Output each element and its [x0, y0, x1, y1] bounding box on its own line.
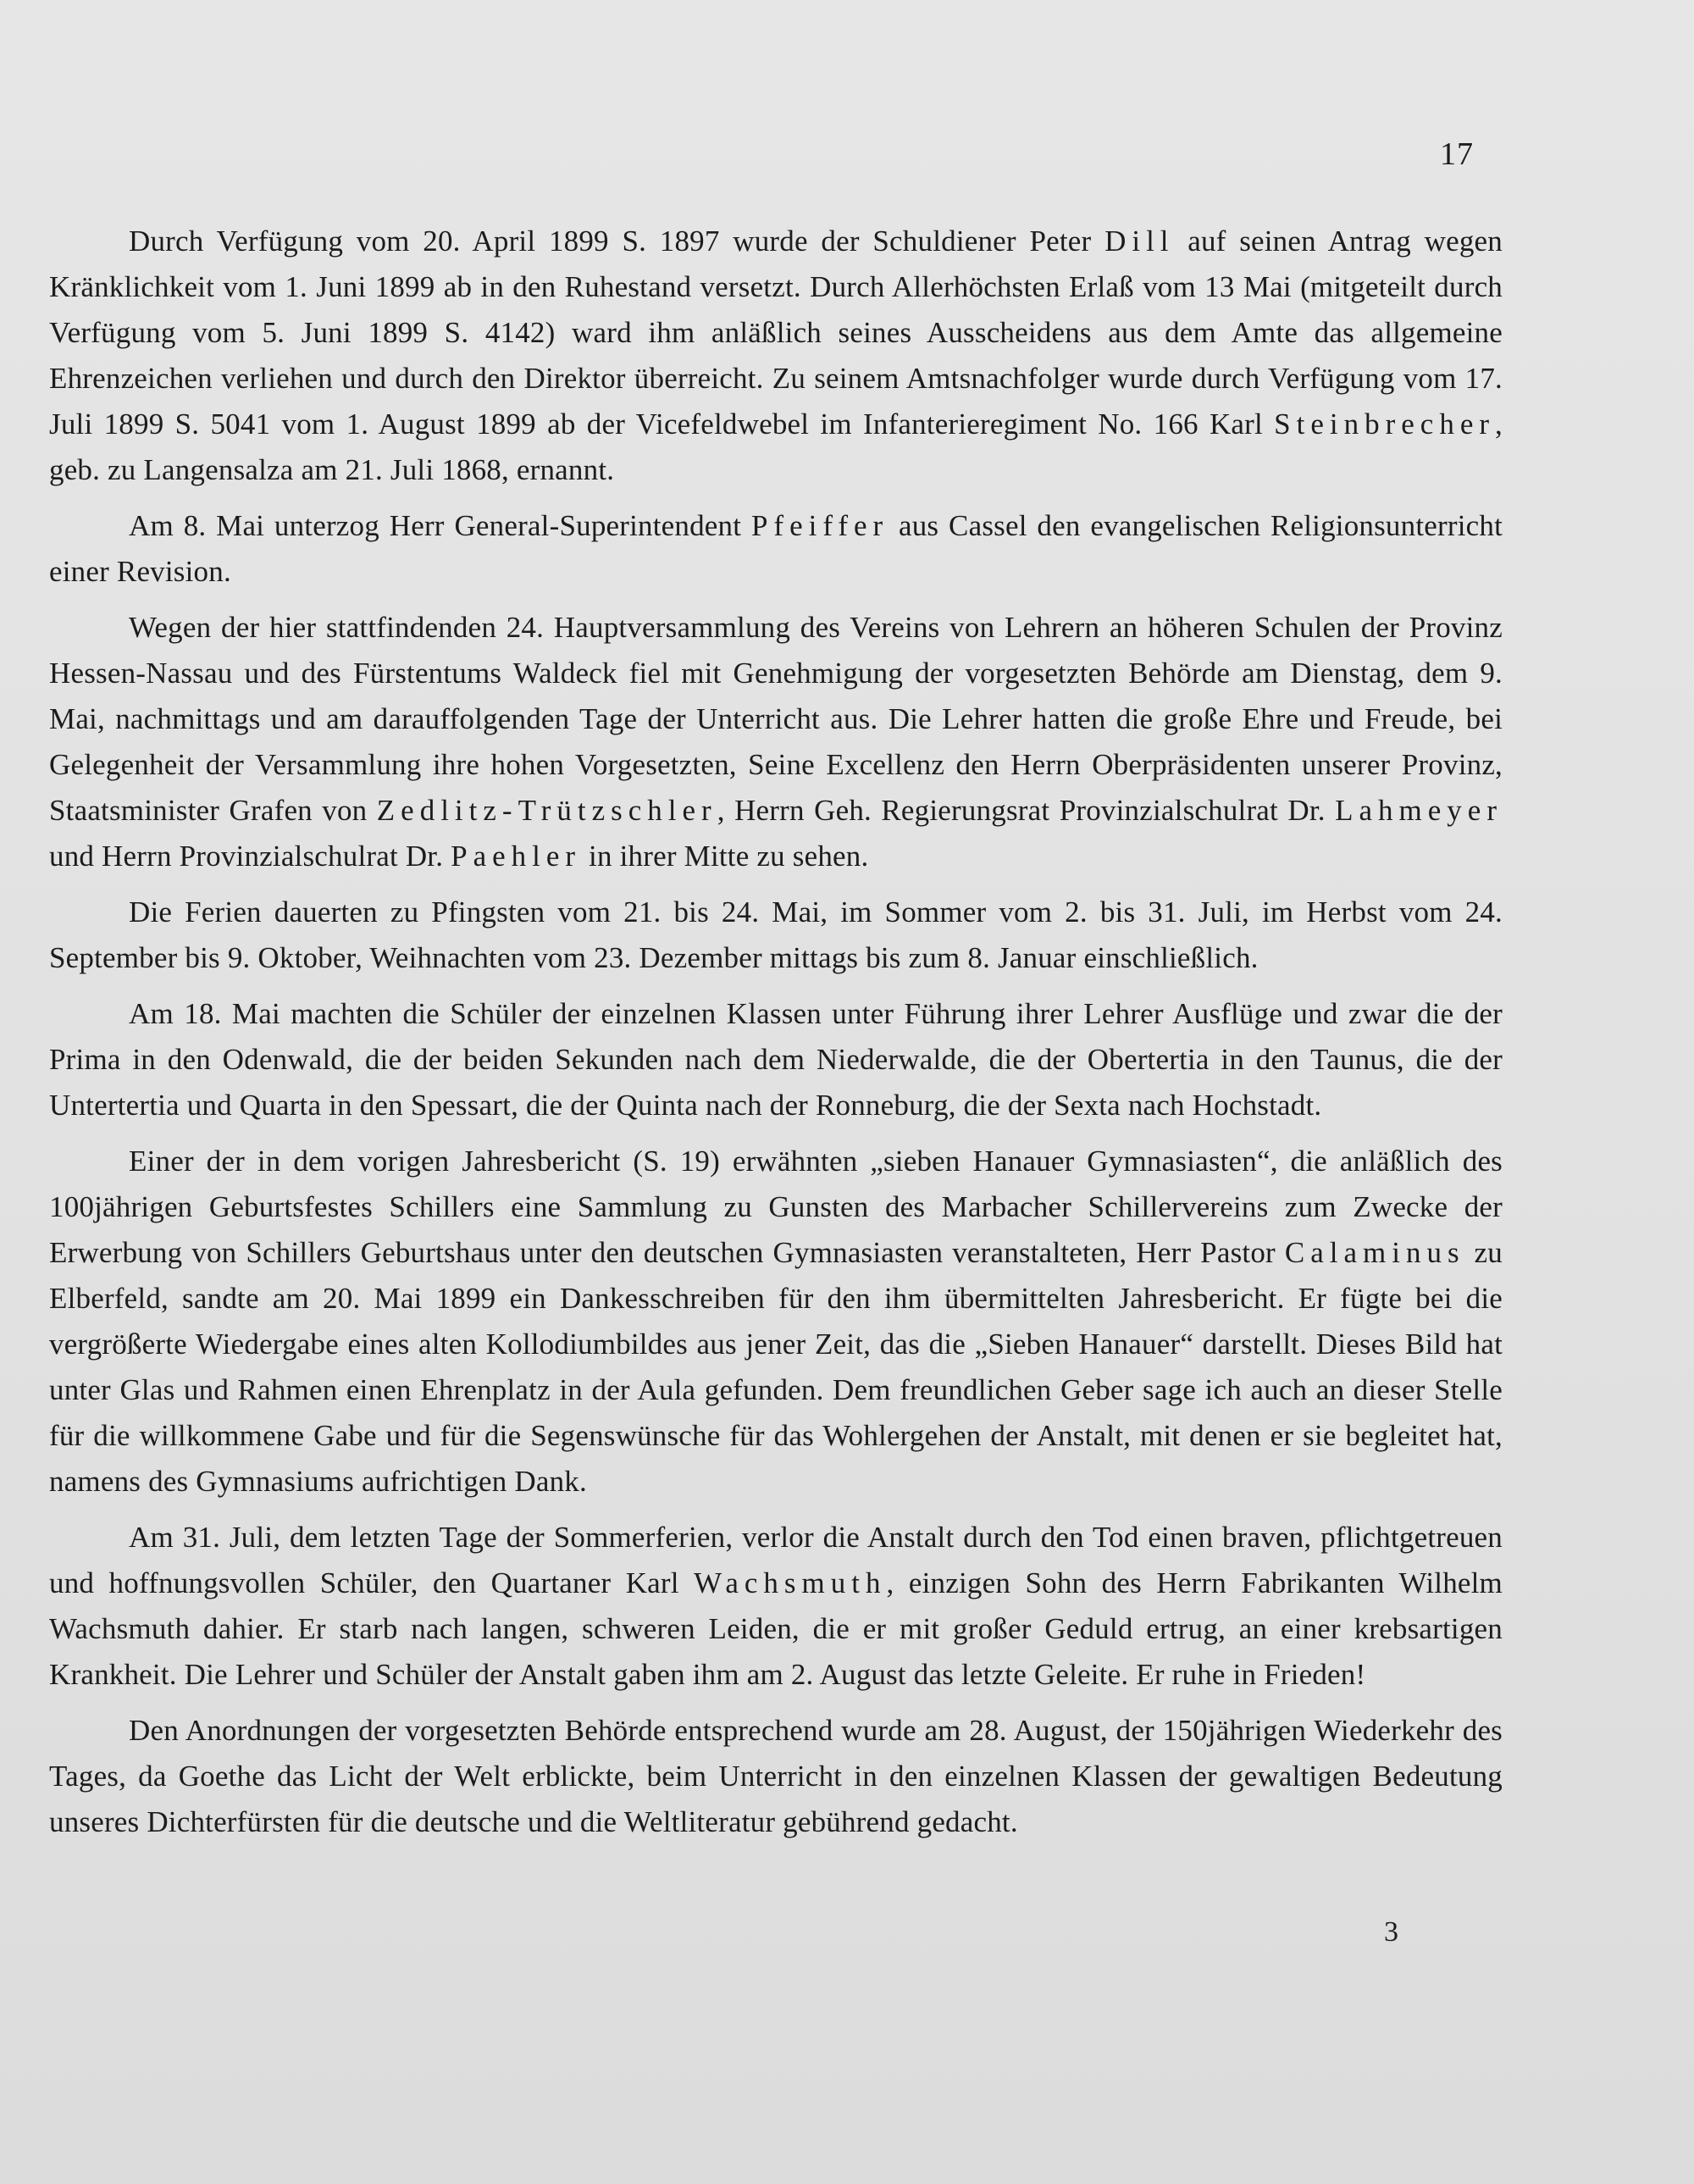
paragraph-assembly: Wegen der hier stattfindenden 24. Hauptversammlung des Vereins von Lehrern an höheren Schulen der Provinz Hessen-Nassau und des Fürstentums Waldeck fiel mit Genehmigung der vorgesetzten Behörde am Dienstag, dem 9. Mai, nachmittags und am darauffolgenden Tage der Unterricht aus. Die Lehrer hatten die große Ehre und Freude, bei Gelegenheit der Versammlung ihre hohen Vorgesetzten, Seine Excellenz den Herrn Oberpräsidenten unserer Provinz, Staatsminister Grafen von Zedlitz-Trützschler, Herrn Geh. Regierungsrat Provinzialschulrat Dr. Lahmeyer und Herrn Provinzialschulrat Dr. Paehler in ihrer Mitte zu sehen.: [49, 611, 1503, 873]
paragraph-obituary: Am 31. Juli, dem letzten Tage der Sommerferien, verlor die Anstalt durch den Tod einen braven, pflichtgetreuen und hoffnungsvollen Schüler, den Quartaner Karl Wachsmuth, einzigen Sohn des Herrn Fabrikanten Wilhelm Wachsmuth dahier. Er starb nach langen, schweren Leiden, die er mit großer Geduld ertrug, an einer krebsartigen Krankheit. Die Lehrer und Schüler der Anstalt gaben ihm am 2. August das letzte Geleite. Er ruhe in Frieden!: [49, 1521, 1503, 1691]
signature-mark: 3: [1384, 1916, 1398, 1948]
spaced-name: Calaminus: [1284, 1236, 1465, 1269]
spaced-name: Paehler: [451, 840, 582, 873]
paragraph-excursions: Am 18. Mai machten die Schüler der einzelnen Klassen unter Führung ihrer Lehrer Ausflüge und zwar die der Prima in den Odenwald, die der beiden Sekunden nach dem Niederwalde, die der Obertertia in den Taunus, die der Untertertia und Quarta in den Spessart, die der Quinta nach der Ronneburg, die der Sexta nach Hochstadt.: [49, 997, 1503, 1122]
paragraph-goethe: Den Anordnungen der vorgesetzten Behörde entsprechend wurde am 28. August, der 150jährigen Wiederkehr des Tages, da Goethe das Licht der Welt erblickte, beim Unterricht in den einzelnen Klassen der gewaltigen Bedeutung unseres Dichterfürsten für die deutsche und die Weltliteratur gebührend gedacht.: [49, 1714, 1503, 1838]
paragraph-staff-change: Durch Verfügung vom 20. April 1899 S. 1897 wurde der Schuldiener Peter Dill auf seinen Antrag wegen Kränklichkeit vom 1. Juni 1899 ab in den Ruhestand versetzt. Durch Allerhöchsten Erlaß vom 13 Mai (mitgeteilt durch Verfügung vom 5. Juni 1899 S. 4142) ward ihm anläßlich seines Ausscheidens aus dem Amte das allgemeine Ehrenzeichen verliehen und durch den Direktor überreicht. Zu seinem Amtsnachfolger wurde durch Verfügung vom 17. Juli 1899 S. 5041 vom 1. August 1899 ab der Vicefeldwebel im Infanterieregiment No. 166 Karl Steinbrecher, geb. zu Langensalza am 21. Juli 1868, ernannt.: [49, 224, 1503, 486]
spaced-name: Pfeiffer: [750, 509, 889, 542]
paragraph-holidays: Die Ferien dauerten zu Pfingsten vom 21. bis 24. Mai, im Sommer vom 2. bis 31. Juli, im Herbst vom 24. September bis 9. Oktober, Weihnachten vom 23. Dezember mittags bis zum 8. Januar einschließlich.: [49, 895, 1503, 974]
spaced-name: Lahmeyer: [1335, 794, 1503, 827]
spaced-name: Zedlitz-Trützschler: [376, 794, 717, 827]
page-number: 17: [1440, 136, 1474, 172]
spaced-name: Wachsmuth: [694, 1566, 887, 1599]
paragraph-religion-revision: Am 8. Mai unterzog Herr General-Superintendent Pfeiffer aus Cassel den evangelischen Religionsunterricht einer Revision.: [49, 509, 1503, 588]
spaced-name: Dill: [1104, 224, 1175, 258]
spaced-name: Steinbrecher: [1274, 407, 1496, 441]
paragraph-schiller-gift: Einer der in dem vorigen Jahresbericht (S. 19) erwähnten „sieben Hanauer Gymnasiasten“, die anläßlich des 100jährigen Geburtsfestes Schillers eine Sammlung zu Gunsten des Marbacher Schillervereins zum Zwecke der Erwerbung von Schillers Geburtshaus unter den deutschen Gymnasiasten veranstalteten, Herr Pastor Calaminus zu Elberfeld, sandte am 20. Mai 1899 ein Dankesschreiben für den ihm übermittelten Jahresbericht. Er fügte bei die vergrößerte Wiedergabe eines alten Kollodiumbildes aus jener Zeit, das die „Sieben Hanauer“ darstellt. Dieses Bild hat unter Glas und Rahmen einen Ehrenplatz in der Aula gefunden. Dem freundlichen Geber sage ich auch an dieser Stelle für die willkommene Gabe und für die Segenswünsche für das Wohlergehen der Anstalt, mit denen er sie begleitet hat, namens des Gymnasiums aufrichtigen Dank.: [49, 1145, 1503, 1498]
body-text: [49, 219, 1503, 1855]
